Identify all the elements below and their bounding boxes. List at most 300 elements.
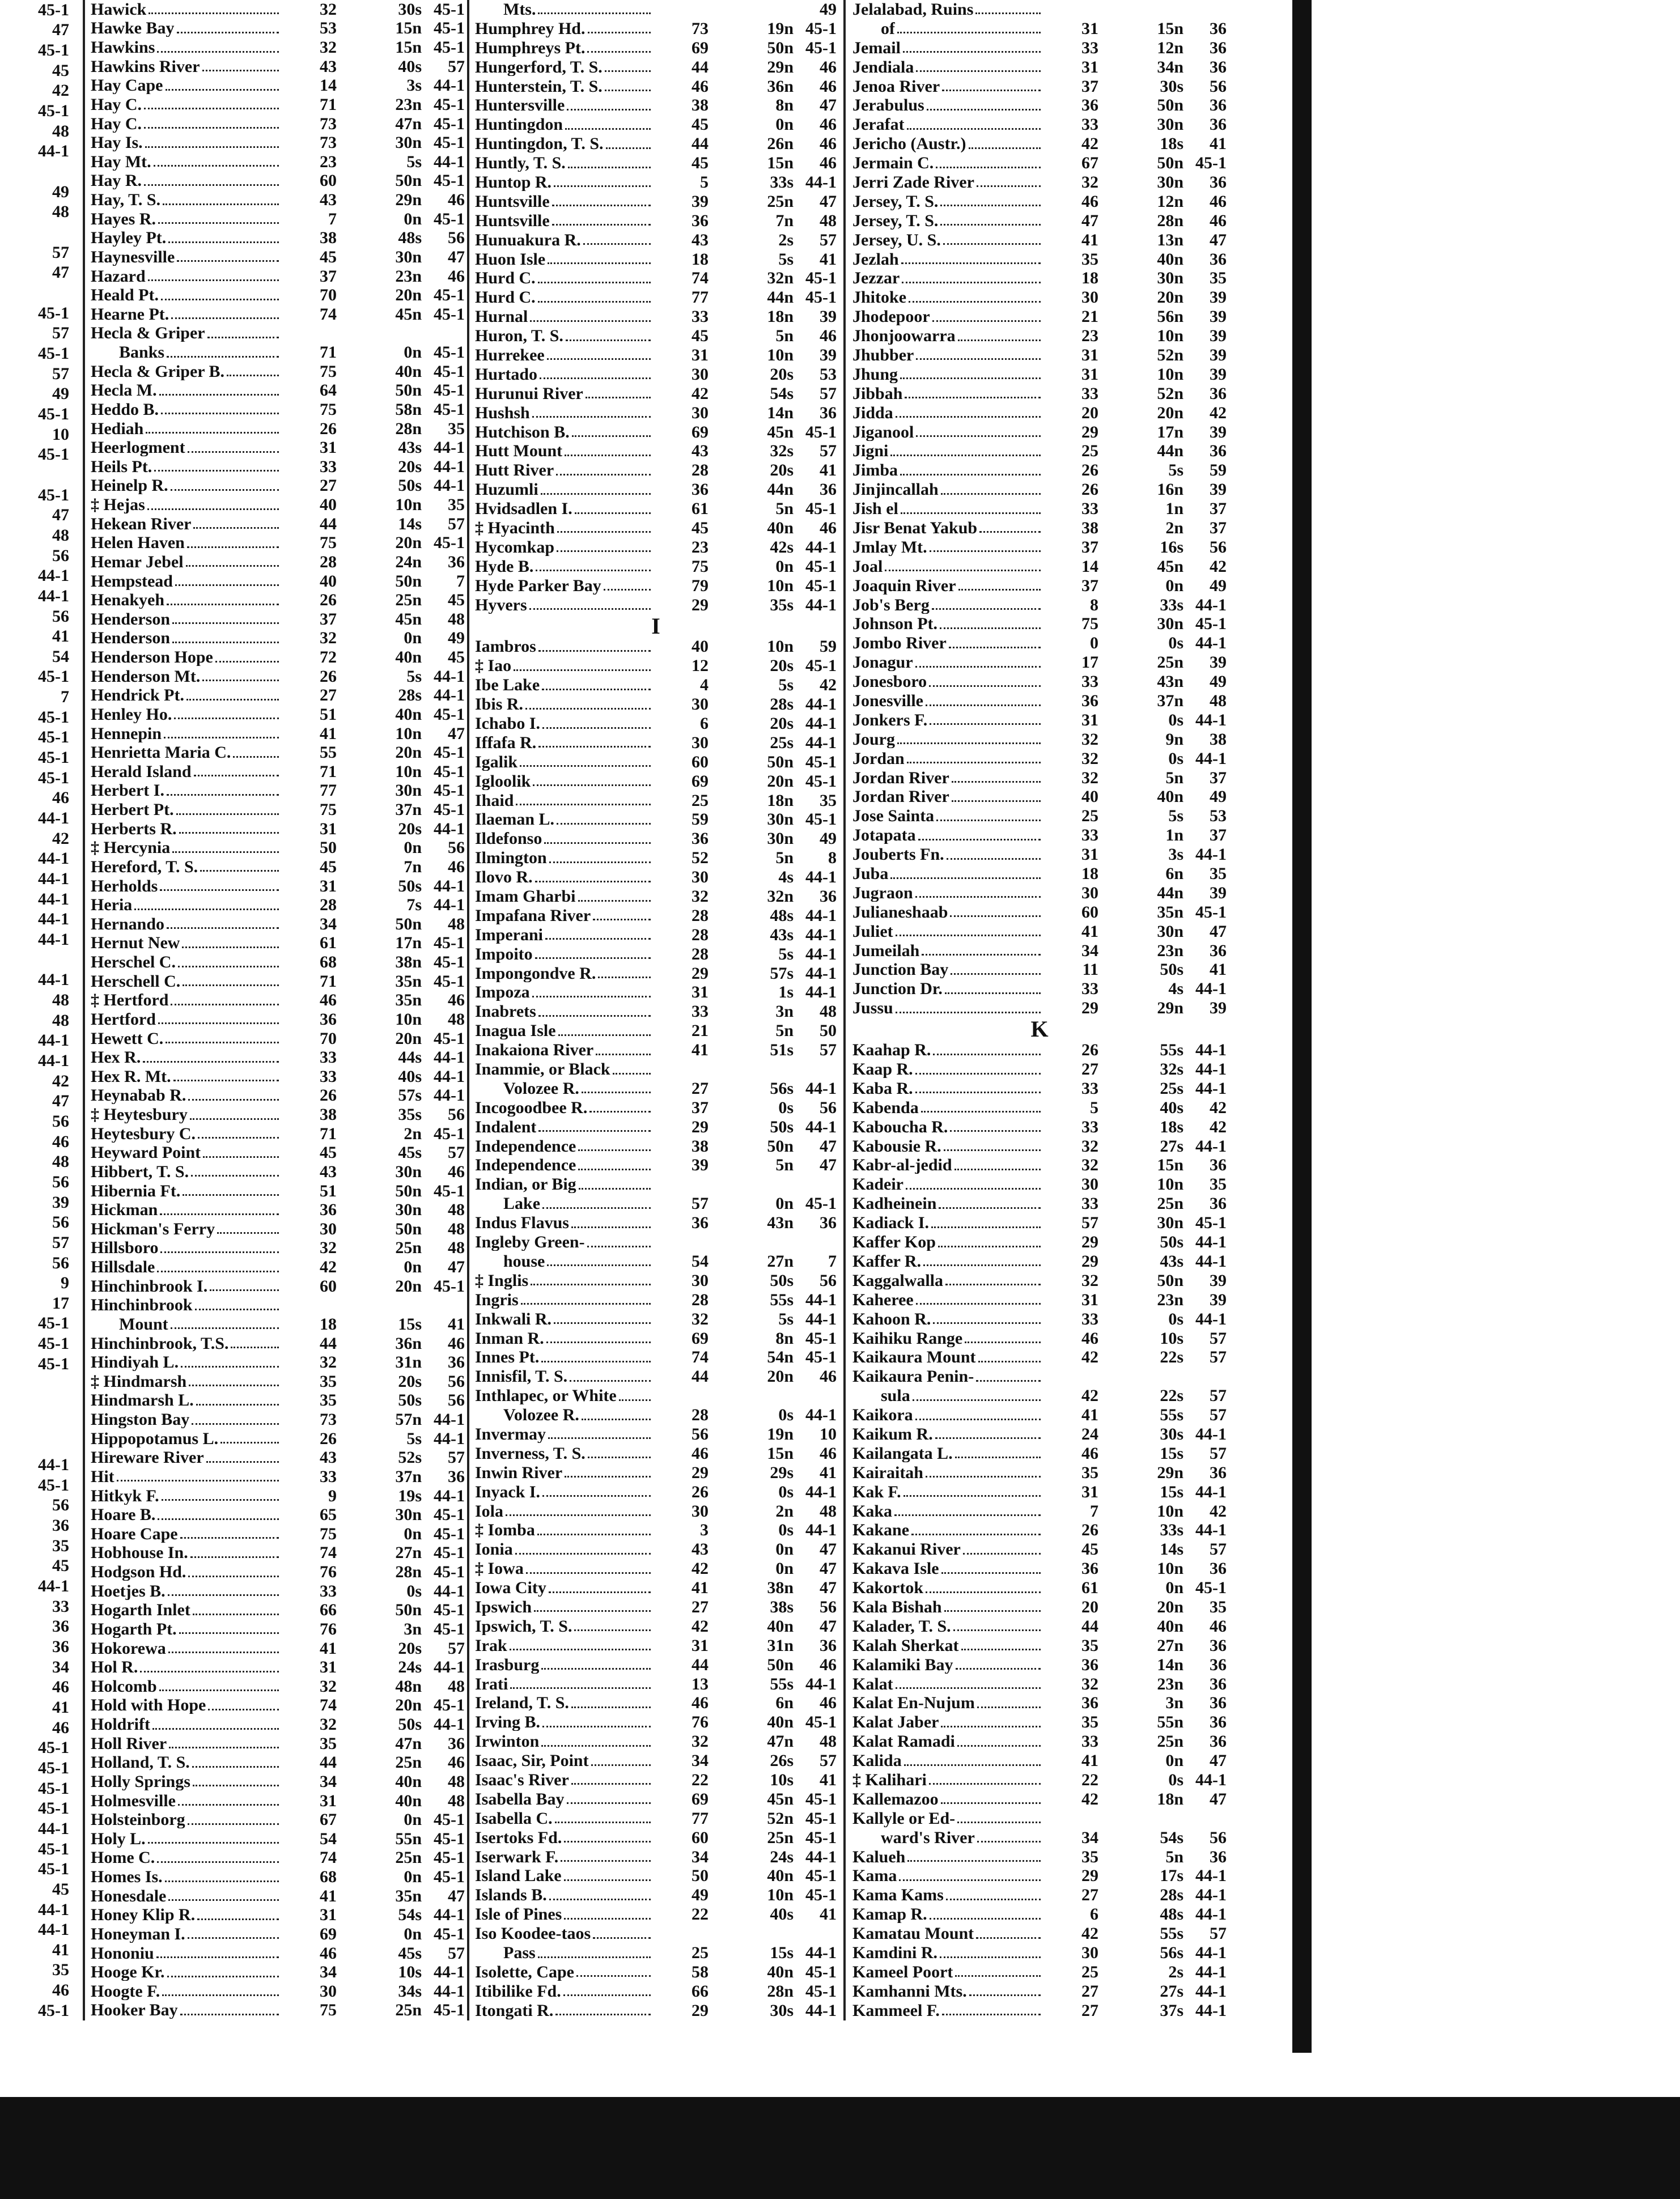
map-number: 47	[820, 1559, 837, 1578]
place-name: Hogarth Inlet	[91, 1602, 190, 1619]
place-name: Iowa City	[475, 1580, 546, 1597]
map-number: 45-1	[805, 810, 837, 829]
latitude: 3	[700, 1521, 709, 1540]
leader-dots	[587, 1243, 651, 1247]
latitude: 50	[320, 838, 337, 857]
place-name: Henderson	[91, 630, 171, 647]
place-name: Jigni	[852, 443, 889, 460]
map-number: 45-1	[434, 933, 465, 953]
leader-dots	[568, 164, 651, 168]
longitude: 10n	[1157, 1559, 1183, 1578]
map-number: 35	[1210, 864, 1227, 884]
longitude: 30s	[398, 0, 422, 19]
latitude: 46	[1081, 1444, 1098, 1463]
gazetteer-entry	[475, 1598, 837, 1617]
longitude: 20n	[767, 771, 794, 791]
longitude: 26s	[770, 1751, 794, 1771]
latitude: 55	[320, 743, 337, 762]
map-number: 45-1	[805, 1981, 837, 2001]
latitude: 24	[1081, 1424, 1098, 1444]
place-name: Imam Gharbi	[475, 888, 576, 906]
leader-dots	[899, 1877, 1041, 1881]
map-number: 44-1	[805, 1482, 837, 1501]
longitude: 45n	[395, 609, 422, 629]
leader-dots	[885, 567, 1041, 571]
map-number: 36	[1210, 1713, 1227, 1732]
longitude: 33s	[770, 172, 794, 192]
longitude: 52n	[1157, 384, 1183, 403]
longitude: 50n	[767, 1655, 794, 1674]
place-name: Iserwark F.	[475, 1848, 559, 1866]
place-name: Kalat Jaber	[852, 1714, 939, 1731]
map-number: 47	[820, 1578, 837, 1598]
longitude: 40n	[1157, 249, 1183, 269]
fragment-row	[0, 1718, 79, 1738]
place-name: Hawick	[91, 1, 147, 18]
fragment-row	[0, 829, 79, 849]
leader-dots	[180, 1535, 279, 1539]
latitude: 69	[691, 1328, 709, 1348]
latitude: 52	[691, 848, 709, 868]
gazetteer-entry	[475, 442, 837, 461]
fragment-row	[0, 1617, 79, 1637]
longitude: 28n	[395, 1563, 422, 1582]
place-name: Inverness, T. S.	[475, 1445, 586, 1462]
longitude: 10n	[1157, 1501, 1183, 1521]
map-number: 45-1	[434, 1810, 465, 1829]
longitude: 30s	[1160, 77, 1183, 96]
fragment-row	[0, 243, 79, 263]
map-number: 46	[1210, 1616, 1227, 1636]
place-name: Hindmarsh L.	[91, 1392, 194, 1410]
gazetteer-entry	[852, 730, 1227, 749]
gazetteer-entry	[91, 1391, 465, 1411]
map-number: 45-1	[434, 704, 465, 724]
longitude: 24s	[398, 1658, 422, 1677]
leader-dots	[158, 1516, 279, 1520]
latitude: 30	[691, 733, 709, 752]
longitude: 54s	[770, 384, 794, 403]
latitude: 7	[328, 209, 337, 228]
leader-dots	[583, 241, 651, 245]
longitude: 50s	[398, 876, 422, 895]
map-number: 46	[820, 134, 837, 154]
place-name: Jhubber	[852, 346, 914, 364]
place-name: Inyack I.	[475, 1483, 541, 1501]
longitude: 52n	[767, 1809, 794, 1828]
longitude: 42s	[770, 537, 794, 557]
place-name: ‡ Iao	[475, 657, 512, 675]
place-name: Ibis R.	[475, 696, 524, 714]
longitude: 45n	[1157, 557, 1183, 576]
leader-dots	[203, 1154, 279, 1158]
latitude: 64	[320, 381, 337, 400]
place-name: Irasburg	[475, 1656, 540, 1674]
gazetteer-entry	[475, 1329, 837, 1348]
longitude: 25n	[767, 1828, 794, 1847]
map-number: 46	[448, 1162, 465, 1181]
place-name: Lake	[503, 1195, 541, 1213]
gazetteer-entry	[91, 1715, 465, 1734]
longitude: 25s	[1160, 1079, 1183, 1098]
map-number: 36	[1210, 1693, 1227, 1713]
latitude: 37	[1081, 77, 1098, 96]
leader-dots	[190, 1116, 279, 1120]
place-name: Jermain C.	[852, 155, 934, 172]
latitude: 53	[320, 19, 337, 38]
latitude: 28	[320, 552, 337, 571]
gazetteer-entry	[91, 686, 465, 706]
place-name: Juba	[852, 865, 889, 883]
latitude: 36	[320, 1200, 337, 1220]
map-number: 36	[1210, 1463, 1227, 1482]
scan-bottom-edge	[0, 2097, 1680, 2199]
longitude: 20s	[398, 457, 422, 476]
fragment-row	[0, 1354, 79, 1374]
latitude: 41	[320, 1886, 337, 1905]
longitude: 26n	[767, 134, 794, 154]
longitude: 30n	[1157, 115, 1183, 134]
longitude: 18s	[1160, 1117, 1183, 1136]
leader-dots	[548, 260, 651, 264]
gazetteer-entry	[475, 1060, 837, 1079]
latitude: 41	[320, 724, 337, 743]
map-number: 36	[1210, 1847, 1227, 1866]
fragment-value: 48	[52, 1011, 69, 1030]
leader-dots	[907, 126, 1041, 130]
longitude: 17n	[1157, 422, 1183, 442]
place-name: Hutchison B.	[475, 423, 570, 441]
latitude: 26	[320, 591, 337, 610]
map-number: 36	[1210, 1636, 1227, 1655]
map-number: 44-1	[805, 963, 837, 983]
leader-dots	[927, 107, 1041, 111]
gazetteer-entry	[852, 1329, 1227, 1348]
latitude: 33	[1081, 1309, 1098, 1328]
longitude: 0s	[1168, 1770, 1183, 1789]
latitude: 29	[691, 1117, 709, 1136]
fragment-value: 56	[52, 546, 69, 565]
gazetteer-entry	[475, 1905, 837, 1924]
longitude: 50n	[395, 1181, 422, 1200]
leader-dots	[157, 1268, 279, 1272]
gazetteer-entry	[475, 1290, 837, 1310]
gazetteer-entry	[475, 1559, 837, 1578]
leader-dots	[515, 1551, 651, 1555]
place-name: Huntingdon	[475, 116, 563, 134]
fragment-value: 46	[52, 1718, 69, 1737]
leader-dots	[901, 260, 1041, 264]
latitude: 20	[1081, 1597, 1098, 1616]
leader-dots	[166, 87, 279, 91]
longitude: 50n	[1157, 154, 1183, 173]
latitude: 28	[691, 1406, 709, 1425]
leader-dots	[546, 1339, 651, 1343]
latitude: 29	[691, 595, 709, 614]
gazetteer-entry	[852, 1079, 1227, 1098]
longitude: 0s	[778, 1406, 794, 1425]
map-number: 36	[1210, 96, 1227, 115]
latitude: 31	[320, 876, 337, 895]
longitude: 43s	[398, 438, 422, 457]
map-number: 57	[820, 1041, 837, 1060]
place-name: Henakyeh	[91, 592, 165, 609]
gazetteer-entry	[91, 248, 465, 267]
fragment-row	[0, 1111, 79, 1132]
longitude: 10n	[1157, 1175, 1183, 1194]
longitude: 24n	[395, 552, 422, 571]
longitude: 38n	[767, 1578, 794, 1598]
place-name: Kaikum R.	[852, 1425, 933, 1443]
latitude: 31	[1081, 19, 1098, 38]
longitude: 15s	[398, 1314, 422, 1334]
map-number: 35	[448, 419, 465, 438]
gazetteer-entry	[475, 1386, 837, 1406]
map-number: 45-1	[434, 743, 465, 762]
fragment-value: 45	[52, 1879, 69, 1899]
leader-dots	[940, 202, 1041, 206]
gazetteer-entry	[475, 1002, 837, 1021]
place-name: Hodgson Hd.	[91, 1564, 186, 1581]
longitude: 22s	[1160, 1386, 1183, 1406]
gazetteer-entry	[91, 1372, 465, 1391]
gazetteer-entry	[91, 1182, 465, 1201]
map-number: 46	[448, 1753, 465, 1772]
fragment-value: 44-1	[38, 849, 69, 868]
fragment-row	[0, 566, 79, 586]
leader-dots	[538, 1954, 651, 1958]
longitude: 48s	[770, 906, 794, 925]
leader-dots	[552, 202, 651, 206]
leader-dots	[535, 878, 651, 882]
gazetteer-entry	[852, 2001, 1227, 2020]
gazetteer-entry	[91, 724, 465, 744]
latitude: 41	[1081, 1406, 1098, 1425]
leader-dots	[542, 1205, 651, 1209]
fragment-row	[0, 20, 79, 41]
place-name: Hay, T. S.	[91, 192, 161, 209]
place-name: Hinchinbrook I.	[91, 1277, 208, 1295]
gazetteer-entry	[852, 826, 1227, 845]
gazetteer-entry	[852, 134, 1227, 154]
leader-dots	[167, 792, 279, 796]
leader-dots	[916, 68, 1041, 72]
place-name: Henderson Hope	[91, 649, 213, 667]
fragment-row	[0, 465, 79, 485]
map-number: 45-1	[434, 1601, 465, 1620]
fragment-value: 47	[52, 1092, 69, 1111]
leader-dots	[915, 1416, 1041, 1420]
gazetteer-entry	[475, 499, 837, 519]
place-name: Kalat Ramadi	[852, 1733, 955, 1751]
longitude: 14n	[1157, 1655, 1183, 1674]
fragment-value: 44-1	[38, 930, 69, 949]
leader-dots	[941, 1570, 1041, 1574]
place-name: ‡ Heytesbury	[91, 1106, 188, 1124]
place-name: Innes Pt.	[475, 1349, 540, 1366]
longitude: 10s	[1160, 1328, 1183, 1348]
place-name: Junction Dr.	[852, 980, 943, 998]
place-name: Jordan River	[852, 769, 949, 787]
longitude: 40n	[767, 1962, 794, 1981]
gazetteer-entry	[91, 2001, 465, 2020]
latitude: 32	[1081, 1674, 1098, 1693]
place-name: Hurd C.	[475, 289, 536, 307]
map-number: 44-1	[1195, 845, 1227, 864]
map-number: 36	[820, 403, 837, 422]
fragment-row	[0, 546, 79, 566]
longitude: 10s	[770, 1770, 794, 1789]
longitude: 32n	[767, 269, 794, 288]
longitude: 32n	[767, 887, 794, 906]
place-name: Kalida	[852, 1752, 902, 1770]
latitude: 41	[691, 1578, 709, 1598]
gazetteer-entry	[852, 1636, 1227, 1655]
place-name: Kadheinein	[852, 1195, 937, 1213]
fragment-row	[0, 808, 79, 829]
gazetteer-entry	[475, 868, 837, 887]
map-number: 44-1	[434, 1086, 465, 1105]
gazetteer-entry	[475, 404, 837, 423]
longitude: 25n	[395, 2001, 422, 2020]
longitude: 0n	[775, 1540, 794, 1559]
place-name: Ibe Lake	[475, 677, 540, 694]
longitude: 36n	[767, 77, 794, 96]
longitude: 0s	[1168, 1309, 1183, 1328]
longitude: 56s	[1160, 1943, 1183, 1962]
longitude: 57n	[395, 1410, 422, 1429]
fragment-row	[0, 1900, 79, 1920]
gazetteer-entry	[852, 788, 1227, 807]
latitude: 27	[1081, 2001, 1098, 2020]
leader-dots	[538, 648, 651, 652]
place-name: Iffafa R.	[475, 734, 537, 752]
place-name: Kamatau Mount	[852, 1925, 974, 1943]
leader-dots	[932, 318, 1041, 322]
map-number: 37	[1210, 518, 1227, 537]
place-name: Holy L.	[91, 1830, 146, 1848]
fragment-value: 46	[52, 1981, 69, 2000]
map-number: 39	[1210, 422, 1227, 442]
map-number: 39	[1210, 480, 1227, 499]
longitude: 20n	[395, 1276, 422, 1296]
map-number: 45-1	[434, 1524, 465, 1543]
latitude: 29	[691, 963, 709, 983]
place-name: Holsteinborg	[91, 1811, 185, 1829]
map-number: 44-1	[805, 537, 837, 557]
map-number: 42	[1210, 1501, 1227, 1521]
longitude: 23n	[1157, 1290, 1183, 1309]
longitude: 25n	[395, 591, 422, 610]
latitude: 33	[1081, 1117, 1098, 1136]
latitude: 65	[320, 1505, 337, 1525]
place-name: Kabousie R.	[852, 1137, 941, 1155]
fragment-value: 45-1	[38, 1778, 69, 1798]
longitude: 30n	[395, 247, 422, 266]
latitude: 11	[1082, 960, 1098, 979]
fragment-value: 39	[52, 1192, 69, 1212]
gazetteer-entry	[475, 656, 837, 676]
longitude: 40n	[767, 1616, 794, 1636]
map-number: 45-1	[434, 1029, 465, 1048]
leader-dots	[940, 1954, 1041, 1958]
latitude: 36	[1081, 1655, 1098, 1674]
longitude: 20s	[770, 364, 794, 384]
longitude: 51s	[770, 1041, 794, 1060]
place-name: Herberts R.	[91, 820, 177, 838]
map-number: 57	[820, 1751, 837, 1771]
map-number: 47	[1210, 230, 1227, 249]
map-number: 44-1	[434, 1981, 465, 2001]
map-number: 44-1	[434, 819, 465, 838]
fragment-value: 44-1	[38, 869, 69, 889]
gazetteer-entry	[475, 1655, 837, 1675]
gazetteer-entry	[475, 1271, 837, 1290]
leader-dots	[926, 1474, 1041, 1478]
map-number: 42	[1210, 1117, 1227, 1136]
latitude: 72	[320, 648, 337, 667]
fragment-value: 45-1	[38, 101, 69, 121]
latitude: 59	[691, 810, 709, 829]
longitude: 23n	[1157, 941, 1183, 960]
gazetteer-entry	[852, 19, 1227, 39]
leader-dots	[957, 1819, 1041, 1823]
gazetteer-entry	[91, 1200, 465, 1220]
longitude: 30n	[395, 1200, 422, 1220]
map-number: 44-1	[805, 1309, 837, 1328]
map-number: 45-1	[805, 752, 837, 771]
gazetteer-entry	[91, 1963, 465, 1982]
gazetteer-entry	[852, 1175, 1227, 1194]
gazetteer-entry	[91, 305, 465, 324]
leader-dots	[190, 1554, 279, 1558]
map-number: 39	[820, 345, 837, 364]
leader-dots	[956, 1666, 1041, 1670]
gazetteer-entry	[91, 553, 465, 572]
longitude: 1s	[778, 983, 794, 1002]
fragment-value: 36	[52, 1516, 69, 1535]
fragment-value: 45-1	[38, 768, 69, 787]
fragment-value: 45-1	[38, 1354, 69, 1373]
leader-dots	[154, 163, 279, 167]
latitude: 33	[691, 307, 709, 326]
leader-dots	[976, 1378, 1041, 1382]
leader-dots	[542, 1723, 651, 1727]
place-name: Jisr Benat Yakub	[852, 519, 978, 537]
place-name: Jiganool	[852, 423, 914, 441]
leader-dots	[950, 1128, 1041, 1132]
place-name: Hernando	[91, 915, 165, 933]
latitude: 27	[1081, 1981, 1098, 2001]
latitude: 30	[1081, 1175, 1098, 1194]
longitude: 50s	[398, 1715, 422, 1734]
leader-dots	[571, 1781, 651, 1785]
longitude: 43n	[1157, 672, 1183, 691]
map-number: 44-1	[805, 983, 837, 1002]
longitude: 30s	[1160, 1424, 1183, 1444]
longitude: 55s	[770, 1674, 794, 1693]
place-name: Inakaiona River	[475, 1042, 594, 1059]
leader-dots	[521, 1301, 651, 1305]
map-number: 44-1	[1195, 710, 1227, 729]
map-number: 36	[820, 887, 837, 906]
fragment-value: 7	[61, 687, 69, 707]
leader-dots	[576, 1973, 651, 1977]
gazetteer-entry	[91, 1867, 465, 1887]
leader-dots	[935, 1435, 1041, 1439]
leader-dots	[165, 1878, 279, 1882]
latitude: 32	[320, 0, 337, 19]
